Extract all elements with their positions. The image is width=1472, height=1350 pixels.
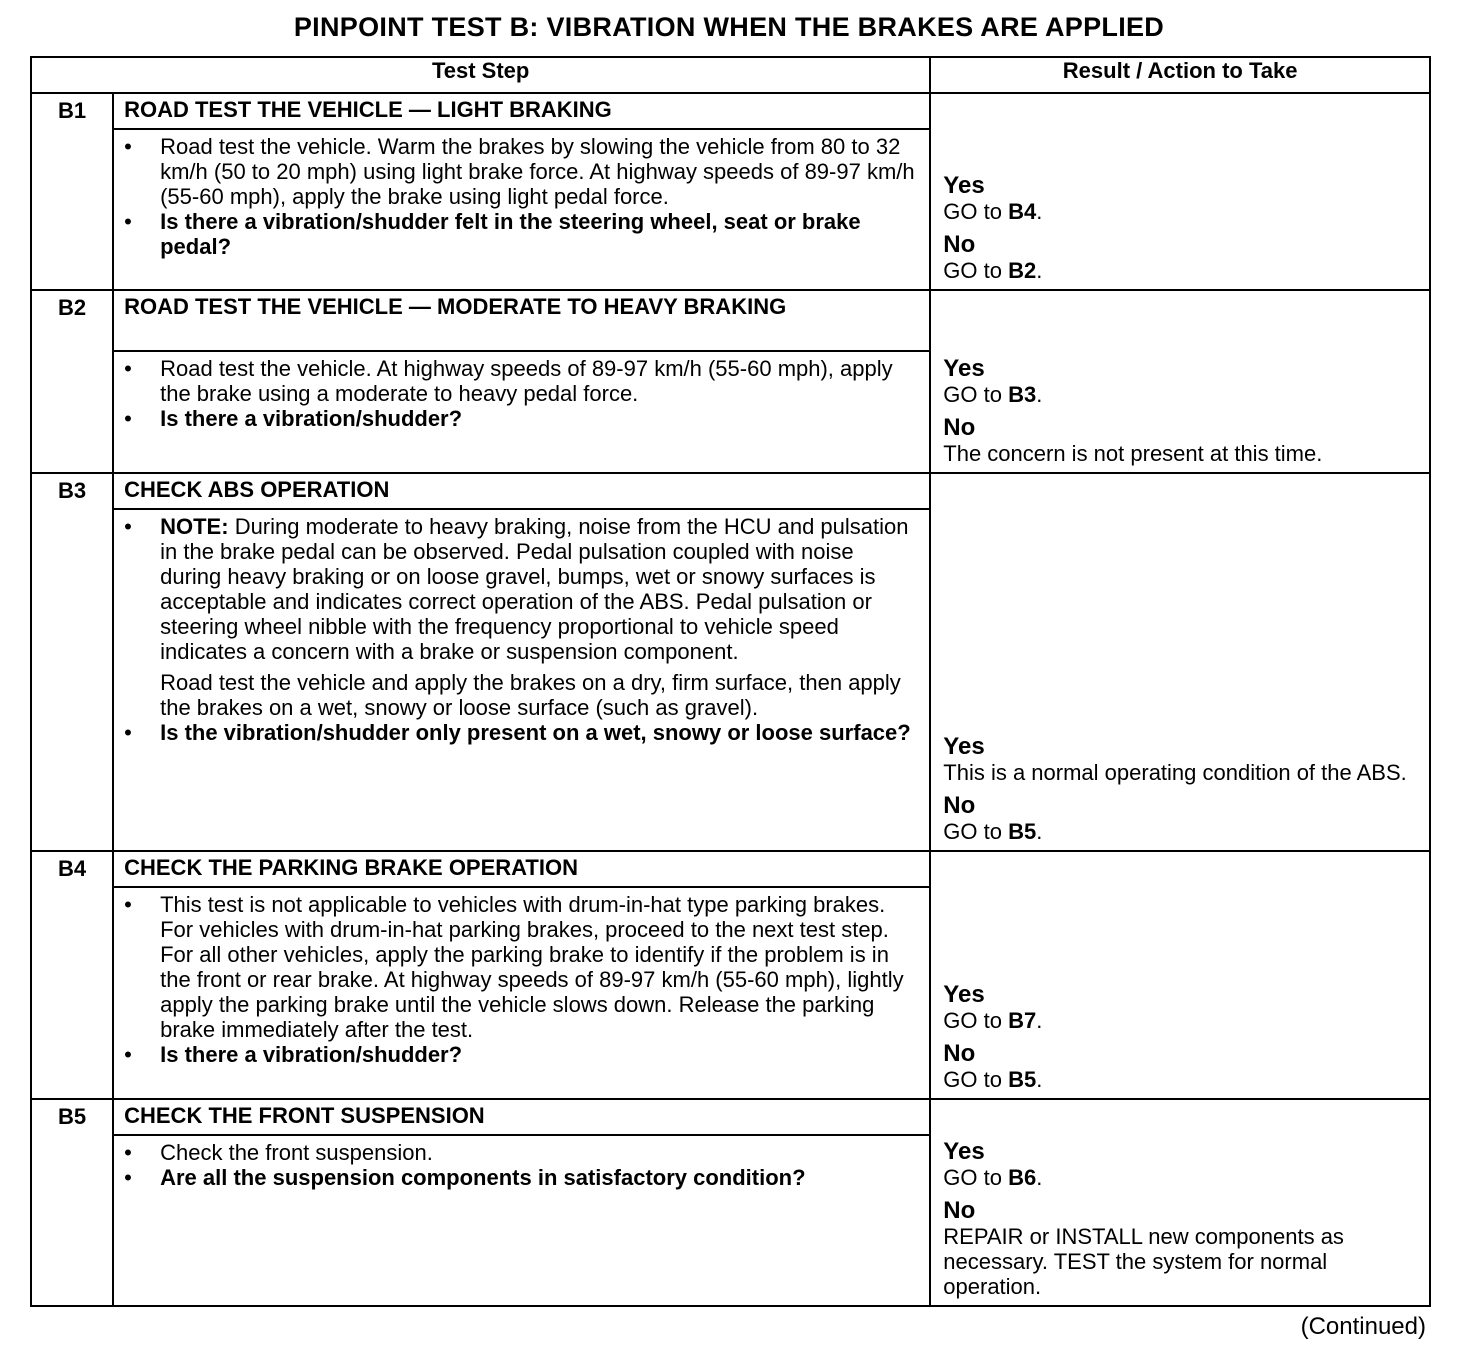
table-header-row: [31, 57, 1430, 93]
yes-action: GO to B7.: [943, 1008, 1043, 1033]
yes-label: Yes: [943, 172, 985, 199]
step-title: ROAD TEST THE VEHICLE — MODERATE TO HEAVY BRAKING: [113, 290, 930, 351]
note-text: NOTE: During moderate to heavy braking, noise from the HCU and pulsation in the brake pedal can be observed. Pedal pulsation coupled with noise during heavy braking or on loose gravel, bumps, wet or snowy surfaces is acceptable and indicates correct operation of the ABS. Pedal pulsation or steering wheel nibble with the frequency proportional to vehicle speed indicates a concern with a brake or suspension component.: [160, 514, 909, 664]
step-id: B4: [31, 851, 113, 887]
step-b5-title-row: [31, 1099, 1430, 1135]
step-result: [930, 851, 1430, 1099]
bullet: •: [124, 134, 132, 159]
yes-label: Yes: [943, 1138, 985, 1165]
step-b3-title-row: [31, 473, 1430, 509]
step-body: [113, 1135, 930, 1306]
step-result: [930, 290, 1430, 473]
yes-action: This is a normal operating condition of the ABS.: [943, 760, 1407, 785]
question-text: Is the vibration/shudder only present on a wet, snowy or loose surface?: [160, 720, 911, 745]
step-title: CHECK ABS OPERATION: [113, 473, 930, 509]
bullet: •: [124, 406, 132, 431]
instruction-text: This test is not applicable to vehicles with drum-in-hat type parking brakes. For vehicles with drum-in-hat parking brakes, proceed to the next test step. For all other vehicles, apply the parking brake to identify if the problem is in the front or rear brake. At highway speeds of 89-97 km/h (55-60 mph), lightly apply the parking brake until the vehicle slows down. Release the parking brake immediately after the test.: [160, 892, 904, 1042]
yes-label: Yes: [943, 981, 985, 1008]
step-result: [930, 1099, 1430, 1306]
instruction-text: Road test the vehicle. Warm the brakes by slowing the vehicle from 80 to 32 km/h (50 to 20 mph) using light brake force. At highway speeds of 89-97 km/h (55-60 mph), apply the brake using light pedal force.: [160, 134, 915, 209]
no-action: GO to B2.: [943, 258, 1043, 283]
test-step-header: Test Step: [31, 57, 930, 93]
bullet: •: [124, 1042, 132, 1067]
step-b1-title-row: [31, 93, 1430, 129]
step-b2-title-row: [31, 290, 1430, 351]
yes-label: Yes: [943, 733, 985, 760]
page-title: PINPOINT TEST B: VIBRATION WHEN THE BRAKES ARE APPLIED: [293, 12, 1165, 42]
instruction-text: Road test the vehicle. At highway speeds of 89-97 km/h (55-60 mph), apply the brake using a moderate to heavy pedal force.: [160, 356, 893, 406]
step-body: [113, 887, 930, 1099]
bullet: •: [124, 514, 132, 539]
yes-action: GO to B4.: [943, 199, 1043, 224]
result-header: Result / Action to Take: [930, 57, 1430, 93]
no-label: No: [943, 1040, 976, 1067]
bullet: •: [124, 892, 132, 917]
step-result: [930, 473, 1430, 851]
step-id: B2: [31, 290, 113, 351]
question-text: Is there a vibration/shudder?: [160, 406, 463, 431]
continued-label: (Continued): [1300, 1313, 1426, 1340]
instruction-text: Check the front suspension.: [160, 1140, 433, 1165]
step-title: CHECK THE PARKING BRAKE OPERATION: [113, 851, 930, 887]
no-label: No: [943, 1197, 976, 1224]
bullet: •: [124, 1165, 132, 1190]
yes-action: GO to B6.: [943, 1165, 1043, 1190]
bullet: •: [124, 209, 132, 234]
step-title: ROAD TEST THE VEHICLE — LIGHT BRAKING: [113, 93, 930, 129]
no-action: GO to B5.: [943, 1067, 1043, 1092]
bullet: •: [124, 356, 132, 381]
question-text: Are all the suspension components in satisfactory condition?: [160, 1165, 806, 1190]
instruction-text: Road test the vehicle and apply the brakes on a dry, firm surface, then apply the brakes on a wet, snowy or loose surface (such as gravel).: [160, 670, 901, 720]
step-body: [113, 351, 930, 473]
step-result: [930, 93, 1430, 290]
no-label: No: [943, 414, 976, 441]
step-id: B3: [31, 473, 113, 509]
no-label: No: [943, 231, 976, 258]
bullet: •: [124, 720, 132, 745]
yes-action: GO to B3.: [943, 382, 1043, 407]
step-title: CHECK THE FRONT SUSPENSION: [113, 1099, 930, 1135]
step-body: [113, 509, 930, 851]
step-id: B5: [31, 1099, 113, 1135]
bullet: •: [124, 1140, 132, 1165]
no-action: REPAIR or INSTALL new components as necessary. TEST the system for normal operation.: [943, 1224, 1344, 1299]
no-action: GO to B5.: [943, 819, 1043, 844]
no-label: No: [943, 792, 976, 819]
pinpoint-test-table: [30, 56, 1431, 1307]
step-id: B1: [31, 93, 113, 129]
yes-label: Yes: [943, 355, 985, 382]
note-label: NOTE:: [160, 514, 229, 539]
question-text: Is there a vibration/shudder?: [160, 1042, 463, 1067]
question-text: Is there a vibration/shudder felt in the steering wheel, seat or brake pedal?: [160, 209, 861, 259]
step-b4-title-row: [31, 851, 1430, 887]
no-action: The concern is not present at this time.: [943, 441, 1323, 466]
step-body: [113, 129, 930, 290]
